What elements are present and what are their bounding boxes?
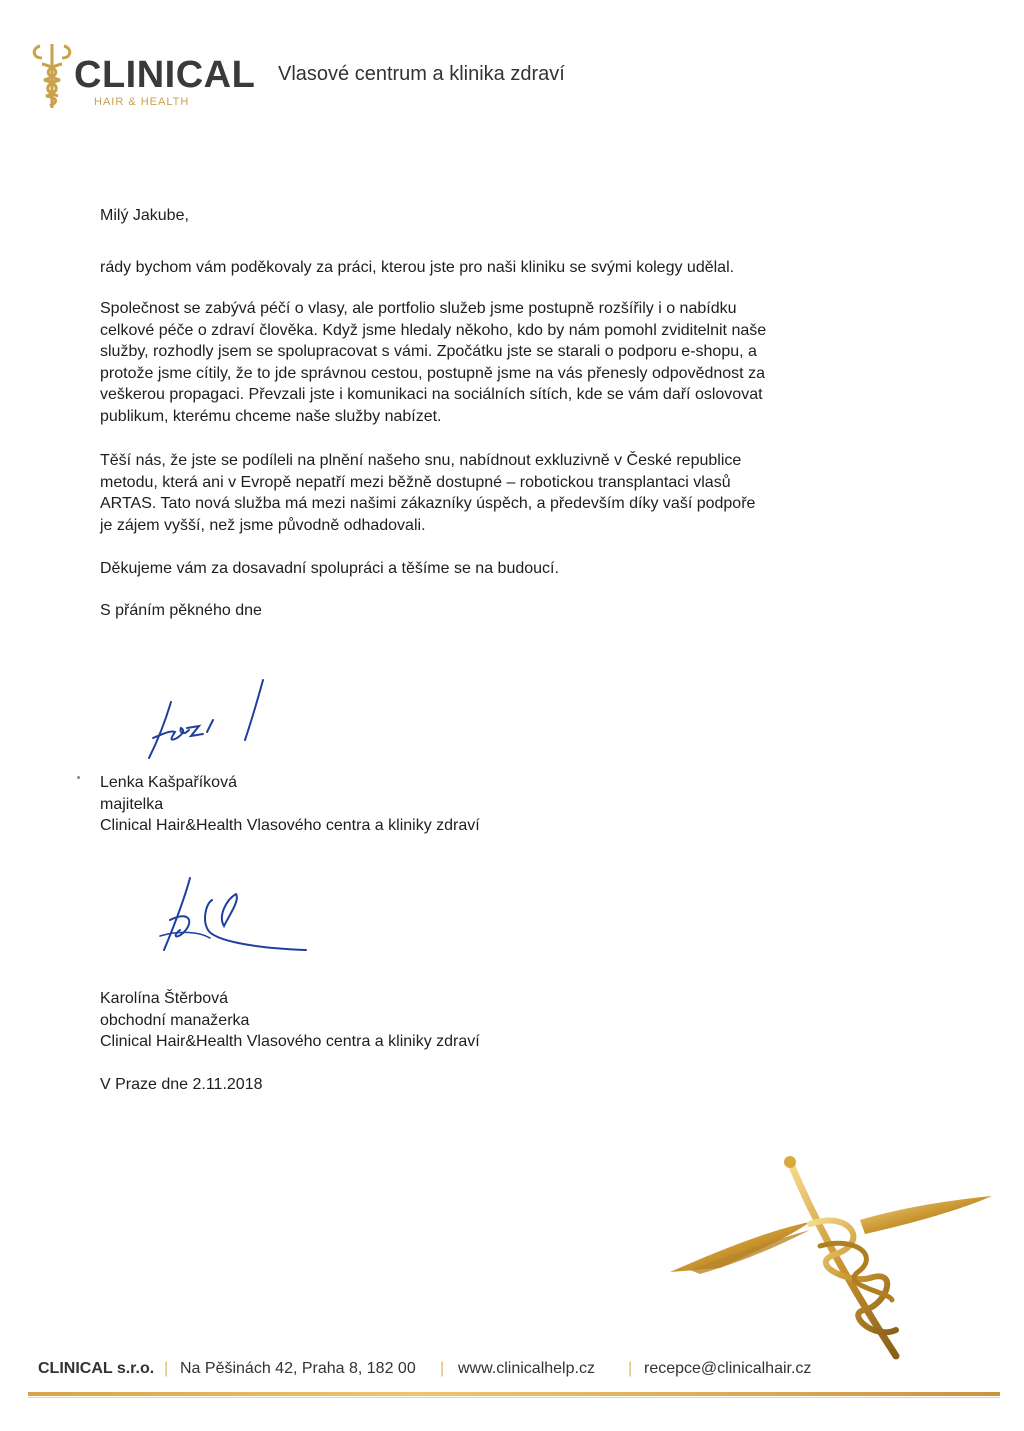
signer-organization: Clinical Hair&Health Vlasového centra a kliniky zdraví xyxy=(100,1033,480,1050)
caduceus-logo-icon xyxy=(30,40,74,112)
paragraph-line: ARTAS. Tato nová služba má mezi našimi zákazníky úspěch, a především díky vaší podpoře xyxy=(100,495,756,512)
header-tagline: Vlasové centrum a klinika zdraví xyxy=(278,63,565,85)
golden-caduceus-icon xyxy=(660,1150,1000,1360)
paragraph-4: Děkujeme vám za dosavadní spolupráci a těšíme se na budoucí. xyxy=(100,560,559,577)
footer-gold-rule-thin xyxy=(28,1397,1000,1398)
paragraph-line: Těší nás, že jste se podíleli na plnění našeho snu, nabídnout exkluzivně v České republice xyxy=(100,452,742,469)
stray-dot xyxy=(77,776,80,779)
paragraph-line: celkové péče o zdraví člověka. Když jsme hledaly někoho, kdo by nám pomohl zviditelnit naše xyxy=(100,321,767,339)
paragraph-line: Společnost se zabývá péčí o vlasy, ale portfolio služeb jsme postupně rozšířily i o nabídku xyxy=(100,300,737,317)
footer-address: Na Pěšinách 42, Praha 8, 182 00 xyxy=(180,1360,416,1377)
place-and-date: V Praze dne 2.11.2018 xyxy=(100,1076,263,1093)
footer-separator: | xyxy=(628,1360,633,1377)
signer-2-block xyxy=(100,988,480,1053)
paragraph-line: je zájem vyšší, než jsme původně odhadovali. xyxy=(100,516,426,534)
signature-1-icon xyxy=(135,672,285,762)
footer-company: CLINICAL s.r.o. xyxy=(38,1360,155,1377)
paragraph-line: služby, rozhodly jsem se spolupracovat s vámi. Zpočátku jste se starali o podporu e-shopu, a xyxy=(100,343,757,360)
footer-website-link[interactable]: www.clinicalhelp.cz xyxy=(458,1360,595,1377)
paragraph-3 xyxy=(100,450,755,536)
paragraph-line: protože jsme cítily, že to jde správnou cestou, postupně jsme na vás přenesly odpovědnost za xyxy=(100,364,765,382)
paragraph-1: rády bychom vám poděkovaly za práci, kterou jste pro naši kliniku se svými kolegy udělal. xyxy=(100,259,735,276)
footer-separator: | xyxy=(164,1360,169,1377)
greeting: Milý Jakube, xyxy=(100,207,189,224)
paragraph-line: metodu, která ani v Evropě nepatří mezi běžně dostupné – robotickou transplantaci vlasů xyxy=(100,473,731,491)
brand-name: CLINICAL xyxy=(74,54,256,96)
closing: S přáním pěkného dne xyxy=(100,602,262,619)
signer-name: Lenka Kašpaříková xyxy=(100,774,237,791)
brand-subtitle: HAIR & HEALTH xyxy=(94,96,190,108)
signer-1-block xyxy=(100,772,480,837)
signer-organization: Clinical Hair&Health Vlasového centra a kliniky zdraví xyxy=(100,817,480,834)
paragraph-2 xyxy=(100,298,766,427)
footer-email-link[interactable]: recepce@clinicalhair.cz xyxy=(644,1360,812,1377)
footer-separator: | xyxy=(440,1360,445,1377)
paragraph-line: veškerou propagaci. Převzali jste i komunikaci na sociálních sítích, kde se vám daří oslovovat xyxy=(100,386,763,403)
signer-name: Karolína Štěrbová xyxy=(100,990,229,1007)
paragraph-line: publikum, kterému chceme naše služby nabízet. xyxy=(100,407,442,425)
footer-gold-rule xyxy=(28,1392,1000,1396)
signer-role: majitelka xyxy=(100,795,164,813)
signature-2-icon xyxy=(150,870,320,970)
signer-role: obchodní manažerka xyxy=(100,1011,250,1029)
clinical-logo xyxy=(30,40,256,120)
